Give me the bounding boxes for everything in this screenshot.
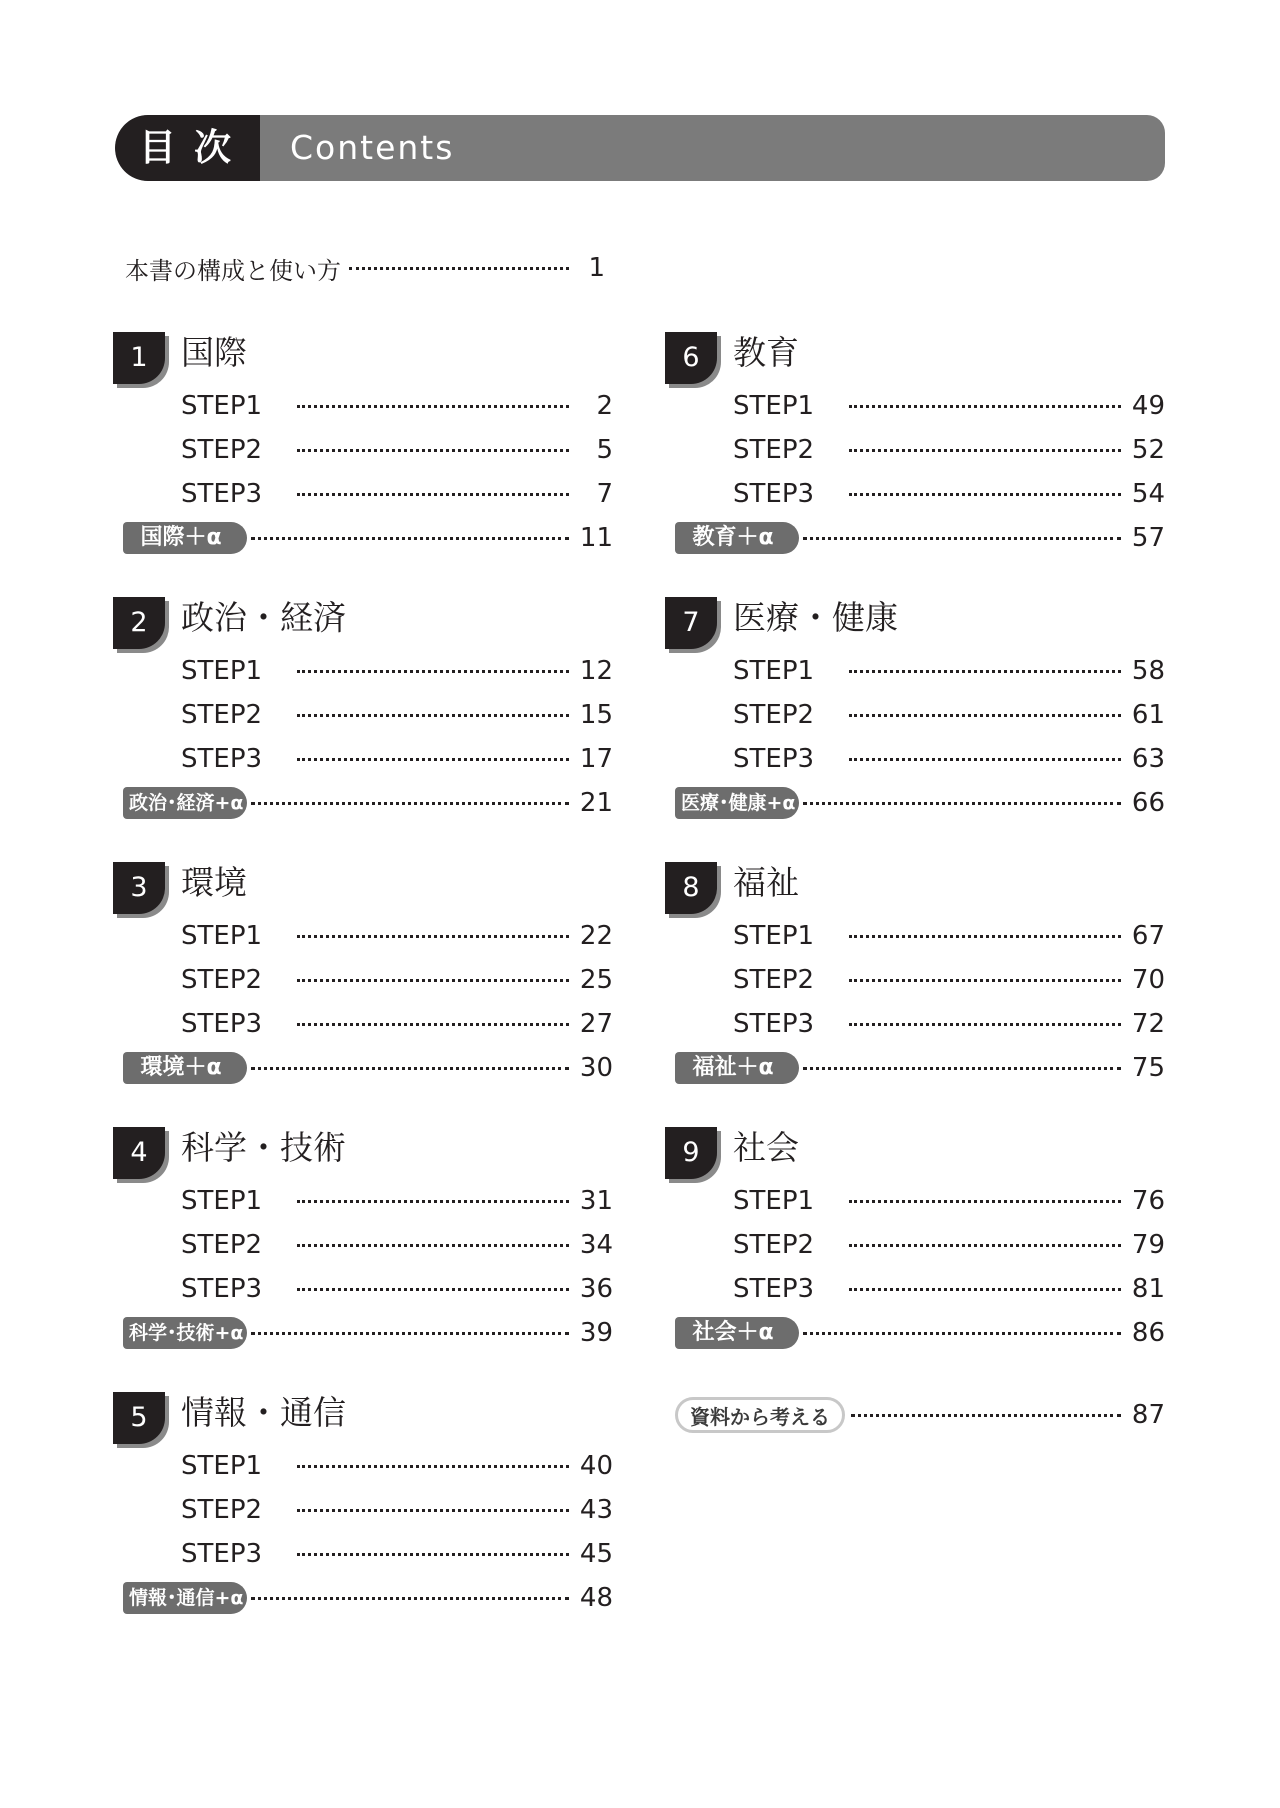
leader-dots (803, 1332, 1121, 1335)
extra-label-badge: 国際＋α (123, 522, 247, 554)
chapter-block-3 (113, 860, 613, 1090)
step-entry[interactable] (113, 1002, 613, 1046)
step-entry[interactable] (113, 649, 613, 693)
step-page: 2 (596, 391, 613, 421)
step-label: STEP3 (181, 744, 263, 774)
chapter-title: 福祉 (733, 863, 799, 902)
extra-label-badge: 政治･経済+α (123, 787, 247, 819)
leader-dots (297, 1200, 569, 1203)
extra-page: 30 (579, 1053, 613, 1083)
chapter-heading[interactable] (113, 860, 613, 914)
extra-entry[interactable] (113, 1311, 613, 1355)
extra-entry[interactable] (113, 516, 613, 560)
chapter-number-badge: 4 (113, 1127, 165, 1179)
step-label: STEP2 (733, 1230, 815, 1260)
chapter-block-6 (665, 330, 1165, 560)
chapter-heading[interactable] (665, 330, 1165, 384)
step-entry[interactable] (665, 737, 1165, 781)
chapter-number-badge: 1 (113, 332, 165, 384)
step-entry[interactable] (665, 1267, 1165, 1311)
chapter-number-badge: 7 (665, 597, 717, 649)
extra-label-badge: 科学･技術+α (123, 1317, 247, 1349)
step-label: STEP3 (733, 1274, 815, 1304)
extra-page: 48 (579, 1583, 613, 1613)
step-label: STEP2 (181, 700, 263, 730)
chapter-title: 国際 (181, 333, 247, 372)
leader-dots (849, 758, 1121, 761)
step-entry[interactable] (113, 1488, 613, 1532)
leader-dots (297, 1509, 569, 1512)
extra-page: 86 (1131, 1318, 1165, 1348)
step-page: 61 (1131, 700, 1165, 730)
intro-page: 1 (588, 253, 605, 283)
leader-dots (803, 802, 1121, 805)
step-entry[interactable] (113, 737, 613, 781)
step-page: 63 (1131, 744, 1165, 774)
extra-page: 75 (1131, 1053, 1165, 1083)
leader-dots (849, 1200, 1121, 1203)
leader-dots (251, 802, 569, 805)
chapter-block-4 (113, 1125, 613, 1355)
chapter-title: 科学・技術 (181, 1128, 346, 1167)
chapter-number-badge: 9 (665, 1127, 717, 1179)
step-page: 27 (579, 1009, 613, 1039)
extra-page: 66 (1131, 788, 1165, 818)
leader-dots (849, 670, 1121, 673)
chapter-block-9 (665, 1125, 1165, 1355)
chapter-heading[interactable] (113, 1125, 613, 1179)
leader-dots (849, 1288, 1121, 1291)
step-label: STEP2 (181, 1230, 263, 1260)
chapter-title: 環境 (181, 863, 247, 902)
contents-header (115, 115, 1165, 181)
leader-dots (297, 979, 569, 982)
step-label: STEP1 (181, 391, 263, 421)
extra-label-badge: 教育＋α (675, 522, 799, 554)
step-page: 40 (579, 1451, 613, 1481)
step-page: 15 (579, 700, 613, 730)
step-page: 5 (596, 435, 613, 465)
extra-page: 39 (579, 1318, 613, 1348)
chapter-title: 政治・経済 (181, 598, 346, 637)
step-entry[interactable] (665, 649, 1165, 693)
leader-dots (803, 1067, 1121, 1070)
leader-dots (849, 405, 1121, 408)
leader-dots (849, 714, 1121, 717)
step-label: STEP2 (181, 1495, 263, 1525)
leader-dots (849, 1244, 1121, 1247)
step-entry[interactable] (113, 1444, 613, 1488)
extra-entry[interactable] (113, 1576, 613, 1620)
step-page: 22 (579, 921, 613, 951)
step-page: 79 (1131, 1230, 1165, 1260)
step-label: STEP2 (733, 700, 815, 730)
materials-entry[interactable] (675, 1393, 1165, 1437)
step-entry[interactable] (665, 1002, 1165, 1046)
step-page: 45 (579, 1539, 613, 1569)
header-title-jp: 目次 (115, 115, 260, 181)
leader-dots (251, 1597, 569, 1600)
step-label: STEP2 (733, 965, 815, 995)
step-entry[interactable] (113, 958, 613, 1002)
chapter-number-badge: 2 (113, 597, 165, 649)
step-label: STEP3 (733, 479, 815, 509)
extra-entry[interactable] (113, 1046, 613, 1090)
step-entry[interactable] (665, 1223, 1165, 1267)
materials-label: 資料から考える (675, 1397, 845, 1433)
leader-dots (851, 1414, 1121, 1417)
extra-entry[interactable] (665, 516, 1165, 560)
extra-entry[interactable] (665, 781, 1165, 825)
step-page: 54 (1131, 479, 1165, 509)
leader-dots (297, 758, 569, 761)
leader-dots (297, 449, 569, 452)
header-title-en: Contents (290, 128, 455, 167)
chapter-block-1 (113, 330, 613, 560)
step-label: STEP2 (181, 965, 263, 995)
step-label: STEP1 (181, 1451, 263, 1481)
step-entry[interactable] (113, 1223, 613, 1267)
leader-dots (297, 493, 569, 496)
leader-dots (251, 1332, 569, 1335)
step-label: STEP3 (181, 1539, 263, 1569)
leader-dots (297, 935, 569, 938)
extra-entry[interactable] (665, 1311, 1165, 1355)
step-label: STEP1 (733, 921, 815, 951)
leader-dots (251, 537, 569, 540)
step-page: 12 (579, 656, 613, 686)
chapter-block-2 (113, 595, 613, 825)
chapter-title: 社会 (733, 1128, 799, 1167)
step-page: 36 (579, 1274, 613, 1304)
step-entry[interactable] (665, 958, 1165, 1002)
chapter-heading[interactable] (665, 595, 1165, 649)
leader-dots (297, 1288, 569, 1291)
step-page: 52 (1131, 435, 1165, 465)
extra-label-badge: 環境＋α (123, 1052, 247, 1084)
step-label: STEP1 (181, 1186, 263, 1216)
chapter-number-badge: 8 (665, 862, 717, 914)
leader-dots (297, 1023, 569, 1026)
step-entry[interactable] (113, 428, 613, 472)
chapter-heading[interactable] (113, 1390, 613, 1444)
chapter-block-7 (665, 595, 1165, 825)
leader-dots (849, 979, 1121, 982)
intro-entry[interactable] (125, 248, 605, 288)
extra-entry[interactable] (113, 781, 613, 825)
step-page: 43 (579, 1495, 613, 1525)
step-entry[interactable] (665, 384, 1165, 428)
step-page: 7 (596, 479, 613, 509)
step-entry[interactable] (113, 1532, 613, 1576)
extra-label-badge: 福祉＋α (675, 1052, 799, 1084)
step-label: STEP3 (733, 744, 815, 774)
step-page: 49 (1131, 391, 1165, 421)
step-entry[interactable] (113, 693, 613, 737)
chapter-block-8 (665, 860, 1165, 1090)
chapter-heading[interactable] (113, 330, 613, 384)
leader-dots (849, 1023, 1121, 1026)
leader-dots (251, 1067, 569, 1070)
leader-dots (349, 267, 569, 270)
extra-label-badge: 医療･健康+α (675, 787, 799, 819)
step-label: STEP3 (733, 1009, 815, 1039)
step-label: STEP1 (733, 656, 815, 686)
leader-dots (297, 670, 569, 673)
chapter-block-5 (113, 1390, 613, 1620)
chapter-title: 教育 (733, 333, 799, 372)
step-label: STEP1 (181, 921, 263, 951)
extra-page: 11 (579, 523, 613, 553)
extra-label-badge: 社会＋α (675, 1317, 799, 1349)
extra-label-badge: 情報･通信+α (123, 1582, 247, 1614)
chapter-title: 医療・健康 (733, 598, 898, 637)
step-entry[interactable] (113, 914, 613, 958)
step-entry[interactable] (113, 384, 613, 428)
step-page: 25 (579, 965, 613, 995)
step-label: STEP1 (733, 1186, 815, 1216)
step-label: STEP3 (181, 1009, 263, 1039)
step-page: 67 (1131, 921, 1165, 951)
chapter-heading[interactable] (665, 1125, 1165, 1179)
step-entry[interactable] (665, 1179, 1165, 1223)
extra-entry[interactable] (665, 1046, 1165, 1090)
step-page: 70 (1131, 965, 1165, 995)
leader-dots (849, 493, 1121, 496)
step-entry[interactable] (665, 428, 1165, 472)
step-page: 58 (1131, 656, 1165, 686)
extra-page: 57 (1131, 523, 1165, 553)
intro-label: 本書の構成と使い方 (125, 256, 341, 285)
step-page: 17 (579, 744, 613, 774)
step-page: 76 (1131, 1186, 1165, 1216)
chapter-number-badge: 5 (113, 1392, 165, 1444)
step-page: 81 (1131, 1274, 1165, 1304)
step-label: STEP2 (181, 435, 263, 465)
chapter-number-badge: 3 (113, 862, 165, 914)
leader-dots (297, 1465, 569, 1468)
leader-dots (297, 1244, 569, 1247)
leader-dots (297, 1553, 569, 1556)
step-label: STEP2 (733, 435, 815, 465)
leader-dots (849, 935, 1121, 938)
leader-dots (297, 405, 569, 408)
step-entry[interactable] (665, 693, 1165, 737)
leader-dots (803, 537, 1121, 540)
step-page: 72 (1131, 1009, 1165, 1039)
chapter-title: 情報・通信 (181, 1393, 346, 1432)
step-entry[interactable] (665, 472, 1165, 516)
step-page: 34 (579, 1230, 613, 1260)
extra-page: 21 (579, 788, 613, 818)
step-label: STEP1 (181, 656, 263, 686)
leader-dots (849, 449, 1121, 452)
step-entry[interactable] (113, 1179, 613, 1223)
chapter-number-badge: 6 (665, 332, 717, 384)
step-label: STEP3 (181, 479, 263, 509)
step-label: STEP3 (181, 1274, 263, 1304)
materials-page: 87 (1131, 1400, 1165, 1430)
step-label: STEP1 (733, 391, 815, 421)
step-entry[interactable] (113, 1267, 613, 1311)
step-entry[interactable] (665, 914, 1165, 958)
chapter-heading[interactable] (665, 860, 1165, 914)
step-page: 31 (579, 1186, 613, 1216)
step-entry[interactable] (113, 472, 613, 516)
leader-dots (297, 714, 569, 717)
chapter-heading[interactable] (113, 595, 613, 649)
